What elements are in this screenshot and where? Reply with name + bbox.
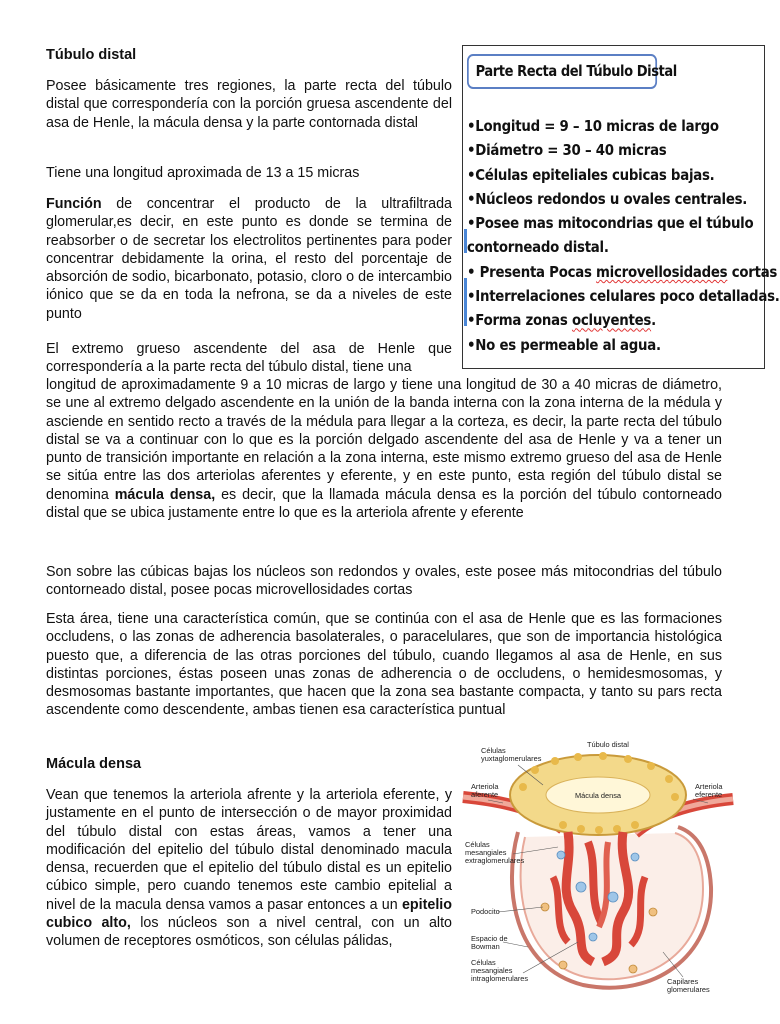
summary-item: •Núcleos redondos u ovales centrales. (467, 189, 748, 208)
macula-text-2: los núcleos son a nivel central, con un alto volumen de receptores osmóticos, son células pálidas, (46, 915, 452, 950)
paragraph-cubicas: Son sobre las cúbicas bajas los núcleos son redondos y ovales, este posee más mitocondrias del túbulo contorneado distal, posee pocas microvellosidades cortas (46, 564, 722, 599)
spellcheck-word: microvellosidades (596, 262, 728, 281)
paragraph-regiones: Posee básicamente tres regiones, la parte recta del túbulo distal que correspondería con la porción gruesa ascendente del asa de Henle, la mácula densa y la parte contornada distal (46, 78, 452, 131)
summary-item: •Interrelaciones celulares poco detalladas. (467, 287, 780, 306)
summary-item: •No es permeable al agua. (467, 335, 661, 354)
summary-item-ocluyentes: •Forma zonas ocluyentes. (467, 311, 656, 330)
label-arteriola-aferente: Arteriola aferente (471, 782, 499, 799)
funcion-bold: Función (46, 196, 102, 212)
label-macula-densa: Mácula densa (575, 791, 622, 800)
label-espacio-bowman: Espacio de Bowman (471, 934, 508, 951)
paragraph-funcion (46, 195, 452, 323)
label-mesangiales-intra: Células mesangiales intraglomerulares (471, 958, 529, 983)
extremo-text-2: es decir, que la llamada mácula densa es la porción del túbulo contorneado distal que se ubica justamente entre lo que es la arteriola afrente y eferente (46, 486, 723, 522)
summary-item-microvellosidades: • Presenta Pocas microvellosidades cortas (467, 262, 778, 281)
label-yuxtaglomerulares: Células yuxtaglomerulares (481, 746, 542, 763)
paragraph-macula (46, 786, 452, 951)
paragraph-extremo-grueso-start: El extremo grueso ascendente del asa de Henle que correspondería a la parte recta del túbulo distal, tiene una (46, 341, 452, 376)
summary-item: •Longitud = 9 – 10 micras de largo (467, 117, 719, 135)
label-capilares: Capilares glomerulares (667, 977, 710, 994)
funcion-text: de concentrar el producto de la ultrafiltrada glomerular,es decir, en este punto es donde se termina de reabsorber o de secretar los electrolitos pertinentes para poder concentrar debidamente la orina, el resto del porcentaje de absorción de sodio, bicarbonato, potasio, cloro o de intercambio iónico que se da en toda la nefrona, se da a niveles de este punto (46, 196, 452, 322)
macula-text-1: Vean que tenemos la arteriola afrente y la arteriola eferente, y justamente en el punto de intersección o de mayor proximidad del túbulo distal con estas áreas, vamos a tener una modificación del epitelio del túbulo distal denominado macula densa, recuerden que el epitelio del túbulo distal es un epitelio cúbico simple, pero cuando tenemos este cambio epitelial a nivel de la macula densa vamos a pasar entonces a un (46, 787, 452, 913)
summary-item: •Diámetro = 30 – 40 micras (467, 141, 667, 160)
summary-item: •Posee mas mitocondrias que el túbulo (467, 214, 754, 233)
section-title-tubulo-distal: Túbulo distal (46, 47, 137, 63)
section-title-macula-densa: Mácula densa (46, 756, 142, 772)
summary-list (467, 114, 780, 357)
summary-box (462, 45, 780, 369)
spellcheck-word: ocluyentes (571, 311, 652, 330)
label-arteriola-eferente: Arteriola eferente (695, 782, 723, 799)
label-mesangiales-extra: Células mesangiales extraglomerulares (465, 840, 525, 865)
summary-item: contorneado distal. (467, 238, 609, 257)
summary-box-title: Parte Recta del Túbulo Distal (467, 54, 657, 89)
paragraph-longitud: Tiene una longitud aproximada de 13 a 15 micras (46, 165, 360, 181)
summary-item: •Células epiteliales cubicas bajas. (467, 165, 715, 184)
juxtaglomerular-figure (463, 737, 733, 999)
label-podocito: Podocito (471, 907, 500, 916)
macula-densa-bold: mácula densa, (114, 486, 216, 503)
extremo-text-1: longitud de aproximadamente 9 a 10 micras de largo y tiene una longitud de 30 a 40 micras de diámetro, se une al extremo delgado ascendente en la unión de la banda interna con la zona interna de la médula y asciende en sentido recto a través de la médula para llegar a la corteza, es decir, la parte recta del túbulo distal se va a continuar con lo que es la porción delgado ascendente del asa de Henle y va a tener un punto de transición importante en relación a la zona interna, este mismo extremo grueso del asa de Henle se sitúa entre las dos arteriolas aferentes y eferente, y en este punto, esta región del túbulo distal se denomina (46, 377, 722, 503)
label-tubulo-distal: Túbulo distal (587, 740, 629, 749)
paragraph-extremo-grueso (46, 376, 722, 522)
epitelio-bold: epitelio cubico alto, (46, 896, 452, 932)
paragraph-area: Esta área, tiene una característica común, que se continúa con el asa de Henle que es las formaciones occludens, o las zonas de adherencia basolaterales, o paracelulares, que son de importancia histológica puesto que, a diferencia de las otras porciones del túbulo, cuando llegamos al asa de Henle, en sus distintas porciones, éstas poseen unas zonas de adherencia o de occludens, o hemidesmosomas, y desmosomas bastante importantes, que hacen que la zona sea bastante compacta, y tanto su pars recta ascendente como descendente, ambas tienen esa característica puntual (46, 611, 722, 719)
